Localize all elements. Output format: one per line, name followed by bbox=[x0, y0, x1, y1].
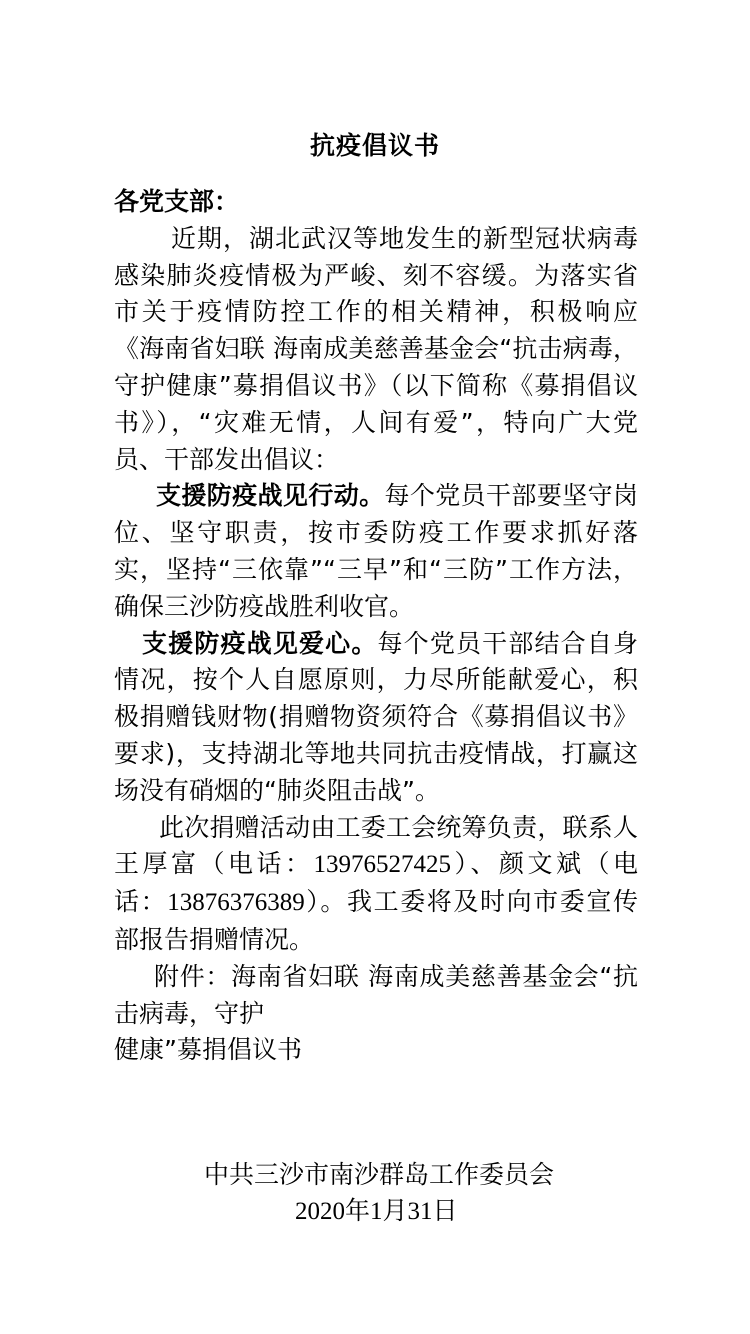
contact-text-a: 此次捐赠活动由工委工会统筹负责，联系人王厚富（电话： bbox=[114, 812, 638, 879]
contact-paragraph bbox=[114, 810, 638, 959]
point-1-text: 每个党员干部要坚守岗位、坚守职责，按市委防疫工作要求抓好落实，坚持“三依靠”“三早”和“三防”工作方法，确保三沙防疫战胜利收官。 bbox=[114, 481, 638, 621]
salutation: 各党支部： bbox=[114, 187, 240, 216]
intro-paragraph: 近期，湖北武汉等地发生的新型冠状病毒感染肺炎疫情极为严峻、刻不容缓。为落实省市关于疫情防控工作的相关精神，积极响应《海南省妇联 海南成美慈善基金会“抗击病毒，守护健康”募捐倡议书》（以下简称《募捐倡议书》），“灾难无情，人间有爱”，特向广大党员、干部发出倡议： bbox=[114, 223, 638, 474]
point-1-heading: 支援防疫战见行动。 bbox=[156, 481, 385, 511]
contact-text-b: ）、颜文斌（电话： bbox=[114, 849, 638, 917]
point-2-text: 每个党员干部结合自身情况，按个人自愿原则，力尽所能献爱心，积极捐赠钱财物(捐赠物资须符合《募捐倡议书》要求)，支持湖北等地共同抗击疫情战，打赢这场没有硝烟的“肺炎阻击战”。 bbox=[114, 628, 638, 805]
contact-text-c: ）。我工委将及时向市委宣传部报告捐赠情况。 bbox=[114, 887, 638, 954]
attachment-line-2: 健康”募捐倡议书 bbox=[114, 1035, 302, 1065]
point-2-heading: 支援防疫战见爱心。 bbox=[142, 628, 378, 658]
attachment-line-1: 附件：海南省妇联 海南成美慈善基金会“抗击病毒，守护 bbox=[114, 961, 638, 1028]
contact-phone-1: 13976527425 bbox=[313, 851, 451, 879]
document-title: 抗疫倡议书 bbox=[309, 131, 440, 160]
issue-date: 2020年1月31日 bbox=[295, 1197, 458, 1225]
point-1-paragraph bbox=[114, 478, 638, 625]
contact-phone-2: 13876376389 bbox=[167, 889, 305, 917]
issuing-organization: 中共三沙市南沙群岛工作委员会 bbox=[204, 1160, 555, 1189]
point-2-paragraph bbox=[114, 626, 638, 810]
closing-block bbox=[204, 1157, 624, 1231]
document-body bbox=[114, 184, 638, 1069]
